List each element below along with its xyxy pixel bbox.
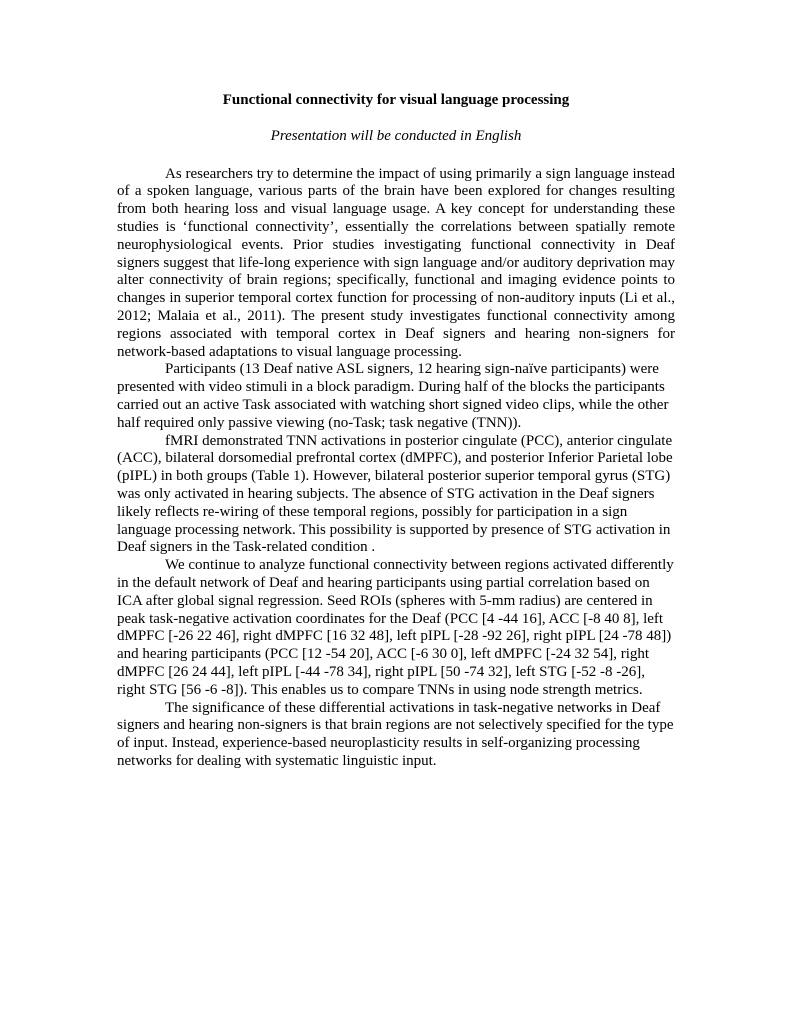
- document-body: [117, 166, 675, 771]
- document-content: [117, 92, 675, 771]
- paragraph-fmri-results: fMRI demonstrated TNN activations in posterior cingulate (PCC), anterior cingulate (ACC), bilateral dorsomedial prefrontal cortex (dMPFC), and posterior Inferior Parietal lobe (pIPL) in both groups (Table 1). However, bilateral posterior superior temporal gyrus (STG) was only activated in hearing subjects. The absence of STG activation in the Deaf signers likely reflects re-wiring of these temporal regions, possibly for participation in a sign language processing network. This possibility is supported by presence of STG activation in Deaf signers in the Task-related condition .: [117, 432, 673, 556]
- document-title: Functional connectivity for visual language processing: [222, 92, 570, 108]
- paragraph-introduction: As researchers try to determine the impact of using primarily a sign language instead of a spoken language, various parts of the brain have been explored for changes resulting from both hearing loss and visual language usage. A key concept for understanding these studies is ‘functional connectivity’, essentially the correlations between spatially remote neurophysiological events. Prior studies investigating functional connectivity in Deaf signers suggest that life-long experience with sign language and/or auditory deprivation may alter connectivity of brain regions; specifically, functional and imaging evidence points to changes in superior temporal cortex function for processing of non-auditory inputs (Li et al., 2012; Malaia et al., 2011). The present study investigates functional connectivity among regions associated with temporal cortex in Deaf signers and hearing non-signers for network-based adaptations to visual language processing.: [117, 165, 675, 360]
- paragraph-connectivity-analysis: We continue to analyze functional connectivity between regions activated differently in the default network of Deaf and hearing participants using partial correlation based on ICA after global signal regression. Seed ROIs (spheres with 5-mm radius) are centered in peak task-negative activation coordinates for the Deaf (PCC [4 -44 16], ACC [-8 40 8], left dMPFC [-26 22 46], right dMPFC [16 32 48], left pIPL [-28 -92 26], right pIPL [24 -78 48]) and hearing participants (PCC [12 -54 20], ACC [-6 30 0], left dMPFC [-24 32 54], right dMPFC [26 24 44], left pIPL [-44 -78 34], right pIPL [50 -74 32], left STG [-52 -8 -26], right STG [56 -6 -8]). This enables us to compare TNNs in using node strength metrics.: [117, 557, 674, 698]
- paragraph-participants: Participants (13 Deaf native ASL signers, 12 hearing sign-naïve participants) were presented with video stimuli in a block paradigm. During half of the blocks the participants carried out an active Task associated with watching short signed video clips, while the other half required only passive viewing (no-Task; task negative (TNN)).: [117, 361, 669, 431]
- paragraph-significance: The significance of these differential activations in task-negative networks in Deaf signers and hearing non-signers is that brain regions are not selectively specified for the type of input. Instead, experience-based neuroplasticity results in self-organizing processing networks for dealing with systematic linguistic input.: [117, 699, 674, 769]
- document-subtitle: Presentation will be conducted in English: [270, 127, 522, 144]
